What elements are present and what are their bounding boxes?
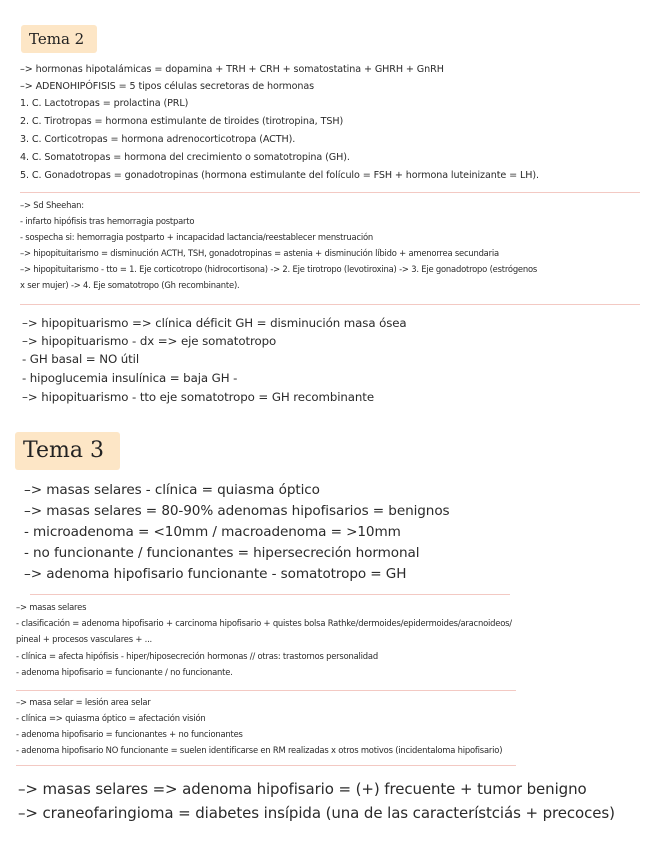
note-line: –> hipopituitarismo = disminución ACTH, TSH, gonadotropinas = astenia + disminución líbido + amenorrea secundaria (20, 248, 499, 258)
tema2-title: Tema 2 (21, 25, 97, 53)
divider (30, 594, 510, 595)
divider (20, 192, 640, 193)
note-line: - adenoma hipofisario NO funcionante = suelen identificarse en RM realizadas x otros motivos (incidentaloma hipofisario) (16, 745, 503, 755)
note-line: –> craneofaringioma = diabetes insípida (una de las característciás + precoces) (18, 804, 615, 822)
note-line: - hipoglucemia insulínica = baja GH - (22, 371, 238, 385)
note-line: –> hipopituarismo - dx => eje somatotropo (22, 334, 277, 348)
note-line: –> masas selares => adenoma hipofisario = (+) frecuente + tumor benigno (18, 780, 587, 798)
note-line: - no funcionante / funcionantes = hipersecreción hormonal (24, 545, 420, 561)
note-line: –> masa selar = lesión area selar (16, 697, 151, 707)
note-line: 5. C. Gonadotropas = gonadotropinas (hormona estimulante del folículo = FSH + hormona luteinizante = LH). (20, 170, 540, 181)
divider (16, 765, 516, 766)
note-line: –> hipopituarismo => clínica déficit GH = disminución masa ósea (22, 316, 407, 330)
note-line: - microadenoma = <10mm / macroadenoma = >10mm (24, 524, 401, 540)
note-line: –> Sd Sheehan: (20, 200, 84, 210)
note-line: –> ADENOHIPÓFISIS = 5 tipos células secretoras de hormonas (20, 81, 315, 92)
note-line: - infarto hipófisis tras hemorragia postparto (20, 216, 195, 226)
note-line: –> masas selares (16, 602, 87, 612)
note-line: - adenoma hipofisario = funcionante / no funcionante. (16, 667, 233, 677)
note-line: - sospecha si: hemorragia postparto + incapacidad lactancia/reestablecer menstruación (20, 232, 374, 242)
note-line: 2. C. Tirotropas = hormona estimulante de tiroides (tirotropina, TSH) (20, 116, 344, 127)
note-line: - clínica => quiasma óptico = afectación visión (16, 713, 206, 723)
note-line: –> hipopituitarismo - tto = 1. Eje corticotropo (hidrocortisona) -> 2. Eje tirotropo (levotiroxina) -> 3. Eje gonadotropo (estrógenos (20, 264, 538, 274)
divider (20, 304, 640, 305)
note-line: 3. C. Corticotropas = hormona adrenocorticotropa (ACTH). (20, 134, 296, 145)
note-line: –> adenoma hipofisario funcionante - somatotropo = GH (24, 566, 407, 582)
note-line: –> hormonas hipotalámicas = dopamina + TRH + CRH + somatostatina + GHRH + GnRH (20, 64, 444, 75)
divider (16, 690, 516, 691)
note-line: –> masas selares = 80-90% adenomas hipofisarios = benignos (24, 503, 450, 519)
note-line: - GH basal = NO útil (22, 352, 140, 366)
tema3-title: Tema 3 (15, 432, 120, 470)
note-line: –> masas selares - clínica = quiasma óptico (24, 482, 320, 498)
note-line: 1. C. Lactotropas = prolactina (PRL) (20, 98, 189, 109)
note-line: –> hipopituarismo - tto eje somatotropo = GH recombinante (22, 390, 374, 404)
note-line: x ser mujer) -> 4. Eje somatotropo (Gh recombinante). (20, 280, 240, 290)
note-line: - adenoma hipofisario = funcionantes + no funcionantes (16, 729, 243, 739)
note-line: 4. C. Somatotropas = hormona del crecimiento o somatotropina (GH). (20, 152, 350, 163)
note-line: - clínica = afecta hipófisis - hiper/hiposecreción hormonas // otras: trastornos personalidad (16, 651, 378, 661)
note-line: - clasificación = adenoma hipofisario + carcinoma hipofisario + quistes bolsa Rathke/dermoides/epidermoides/aracnoideos/ (16, 618, 512, 628)
note-line: pineal + procesos vasculares + ... (16, 634, 152, 644)
